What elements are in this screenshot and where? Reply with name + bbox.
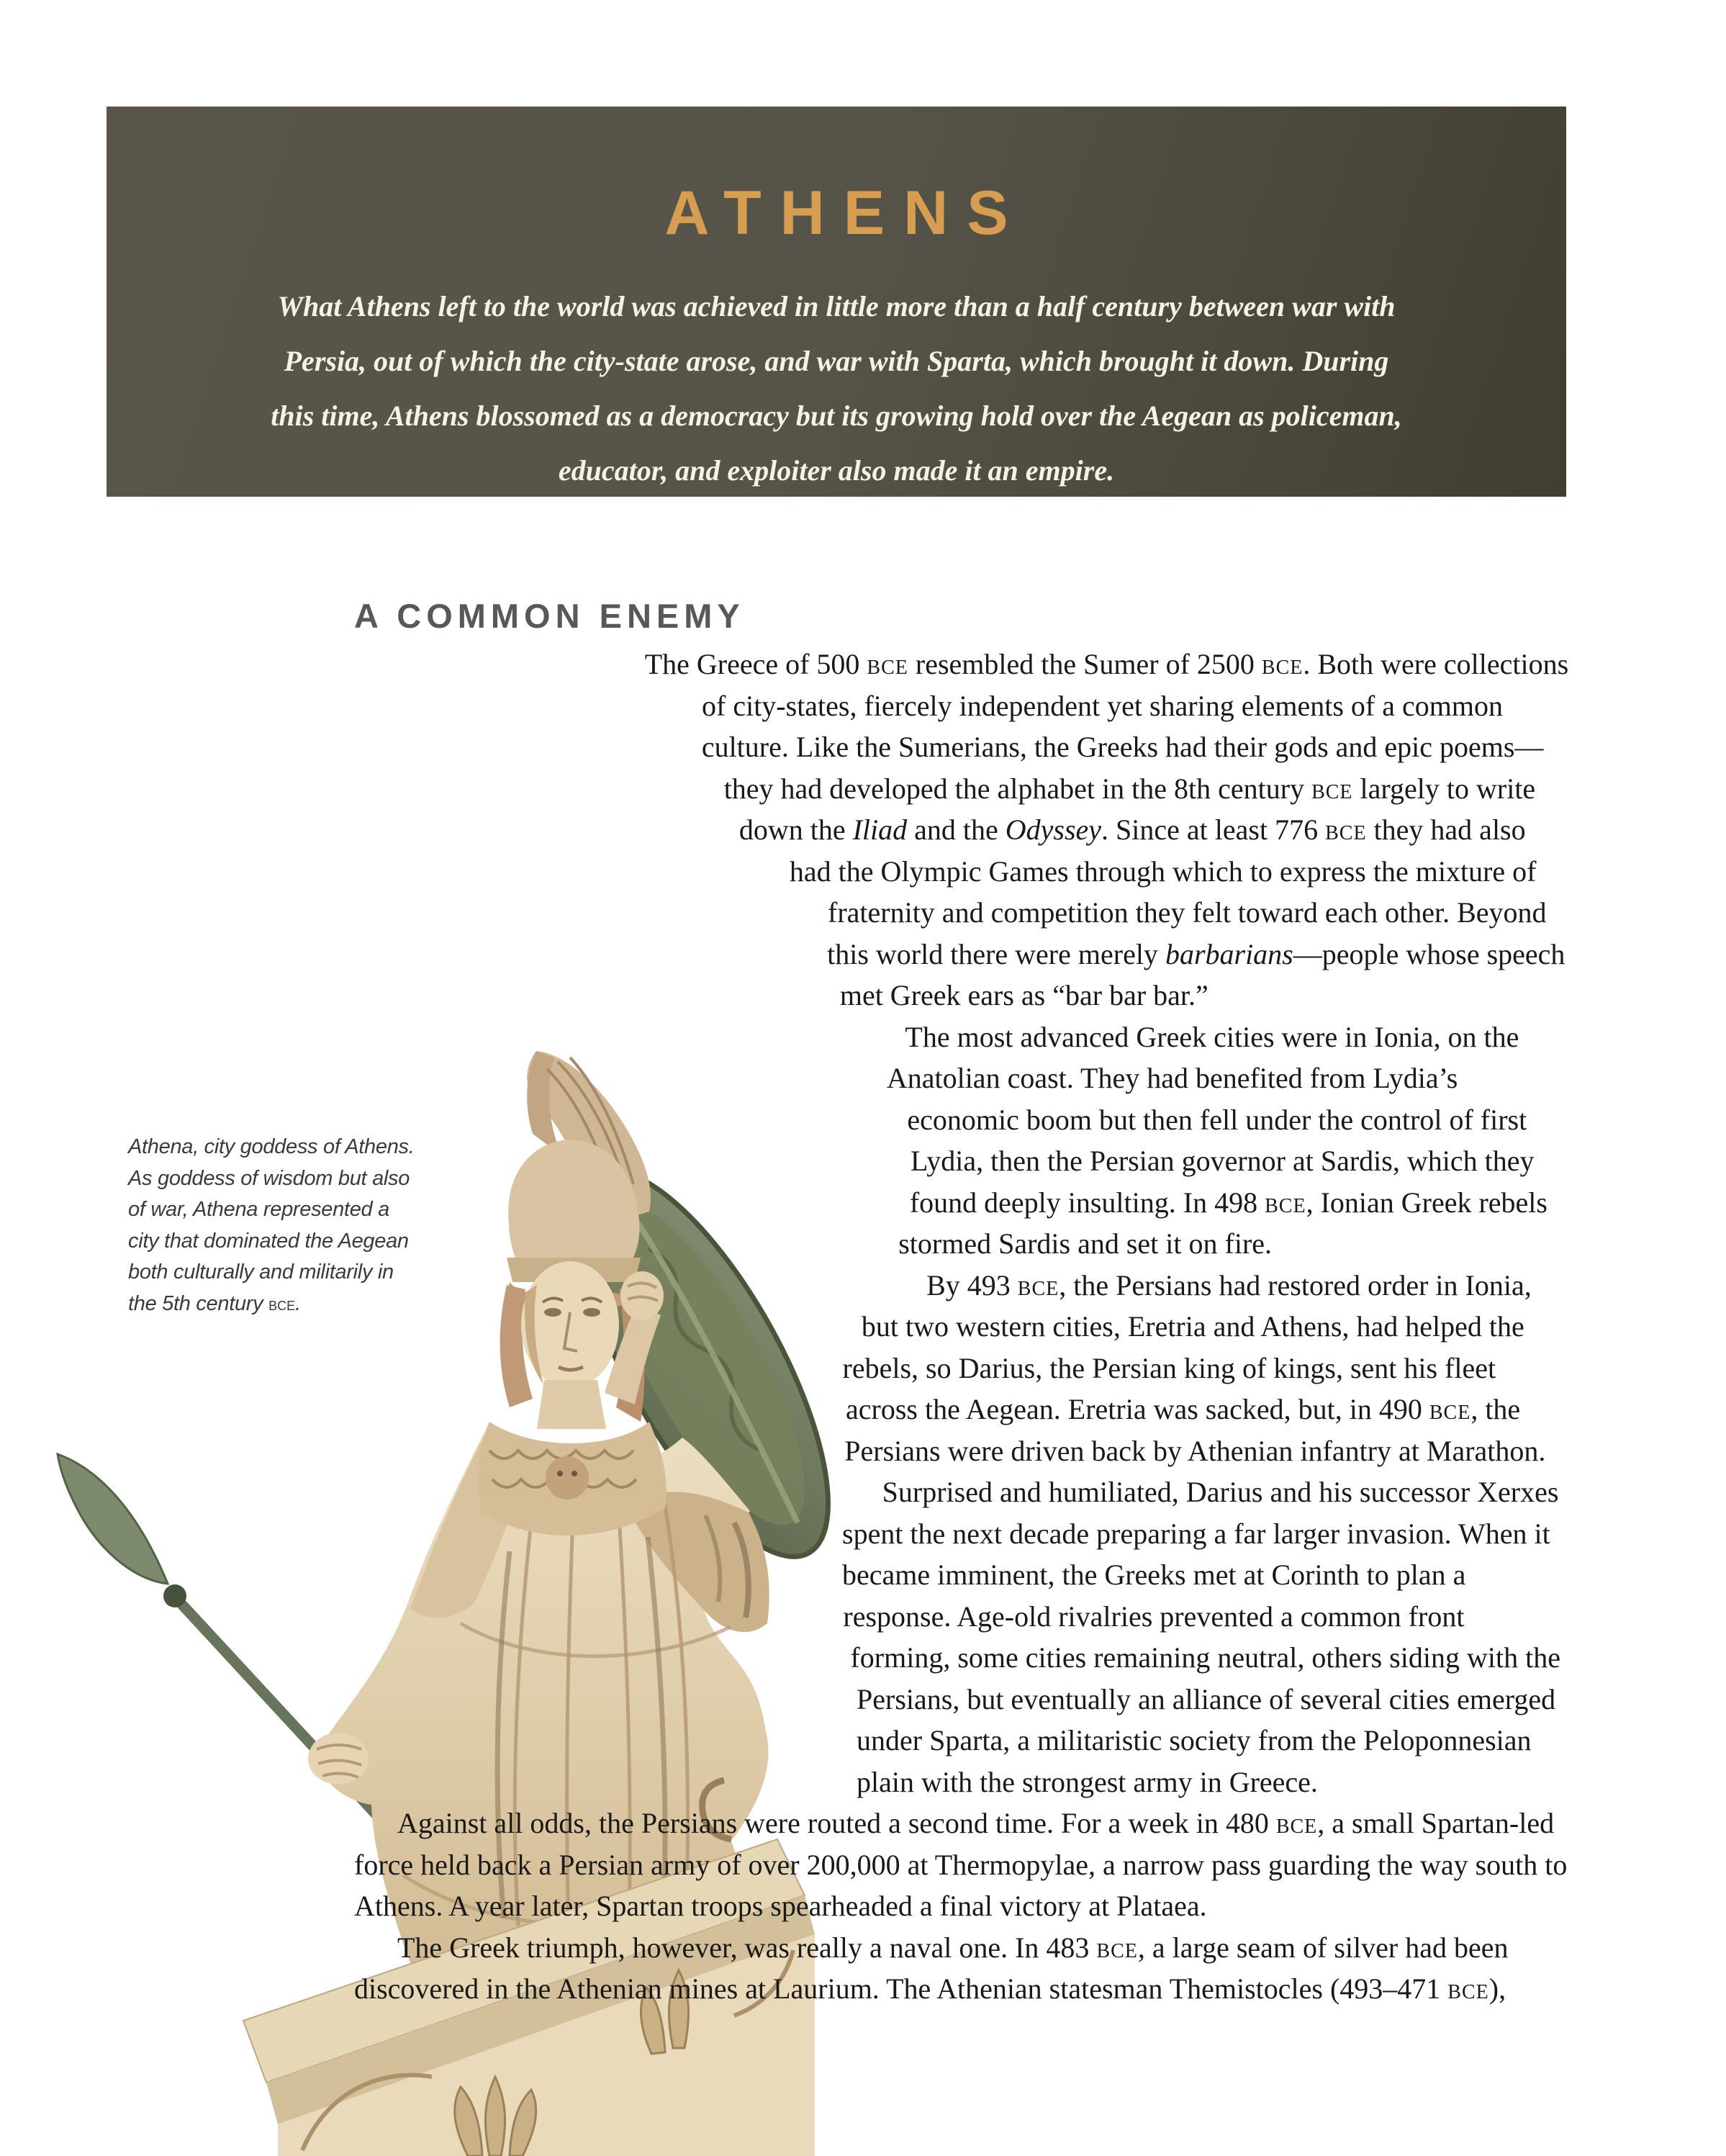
body-paragraph: The Greek triumph, however, was really a naval one. In 483 bce, a large seam of silver had been discovered in the Athenian mines at Laurium. The Athenian statesman Themistocles (493–471 bce), [354, 1931, 1509, 2005]
body-paragraph: Surprised and humiliated, Darius and his successor Xerxes spent the next decade preparing a far larger invasion. When it became imminent, the Greeks met at Corinth to plan a response. Age-old rivalries prevented a common front forming, some cities remaining neutral, others siding with the Persians, but eventually an alliance of several cities emerged under Sparta, a militaristic society from the Peloponnesian plain with the strongest army in Greece. [842, 1476, 1560, 1798]
body-paragraph: Against all odds, the Persians were routed a second time. For a week in 480 bce, a small Spartan-led force held back a Persian army of over 200,000 at Thermopylae, a narrow pass guarding the way south to Athens. A year later, Spartan troops spearheaded a final victory at Plataea. [354, 1807, 1568, 1922]
body-text [354, 644, 1571, 2010]
body-paragraph: The most advanced Greek cities were in Ionia, on the Anatolian coast. They had benefited from Lydia’s economic boom but then fell under the control of first Lydia, then the Persian governor at Sardis, which they found deeply insulting. In 498 bce, Ionian Greek rebels stormed Sardis and set it on fire. [886, 1020, 1547, 1260]
chapter-title: ATHENS [664, 179, 1027, 248]
body-paragraph: By 493 bce, the Persians had restored order in Ionia, but two western cities, Eretria and Athens, had helped the rebels, so Darius, the Persian king of kings, sent his fleet across the Aegean. Eretria was sacked, but, in 490 bce, the Persians were driven back by Athenian infantry at Marathon. [842, 1268, 1546, 1467]
article-column [354, 597, 1571, 2156]
photo-caption: Athena, city goddess of Athens. As goddess of wisdom but also of war, Athena represented a city that dominated the Aegean both culturally and militarily in the 5th century bce. [128, 1135, 415, 1315]
chapter-intro: What Athens left to the world was achieved in little more than a half century between war with Persia, out of which the city-state arose, and war with Sparta, which brought it down. During this time, Athens blossomed as a democracy but its growing hold over the Aegean as policeman, educator, and exploiter also made it an empire. [271, 290, 1402, 487]
chapter-header-band [107, 107, 1566, 497]
body-paragraph: The Greece of 500 bce resembled the Sumer of 2500 bce. Both were collections of city-states, fiercely independent yet sharing elements of a common culture. Like the Sumerians, the Greeks had their gods and epic poems—they had developed the alphabet in the 8th century bce largely to write down the Iliad and the Odyssey. Since at least 776 bce they had also had the Olympic Games through which to express the mixture of fraternity and competition they felt toward each other. Beyond this world there were merely barbarians—people whose speech met Greek ears as “bar bar bar.” [644, 648, 1569, 1011]
section-heading: A COMMON ENEMY [354, 597, 745, 635]
